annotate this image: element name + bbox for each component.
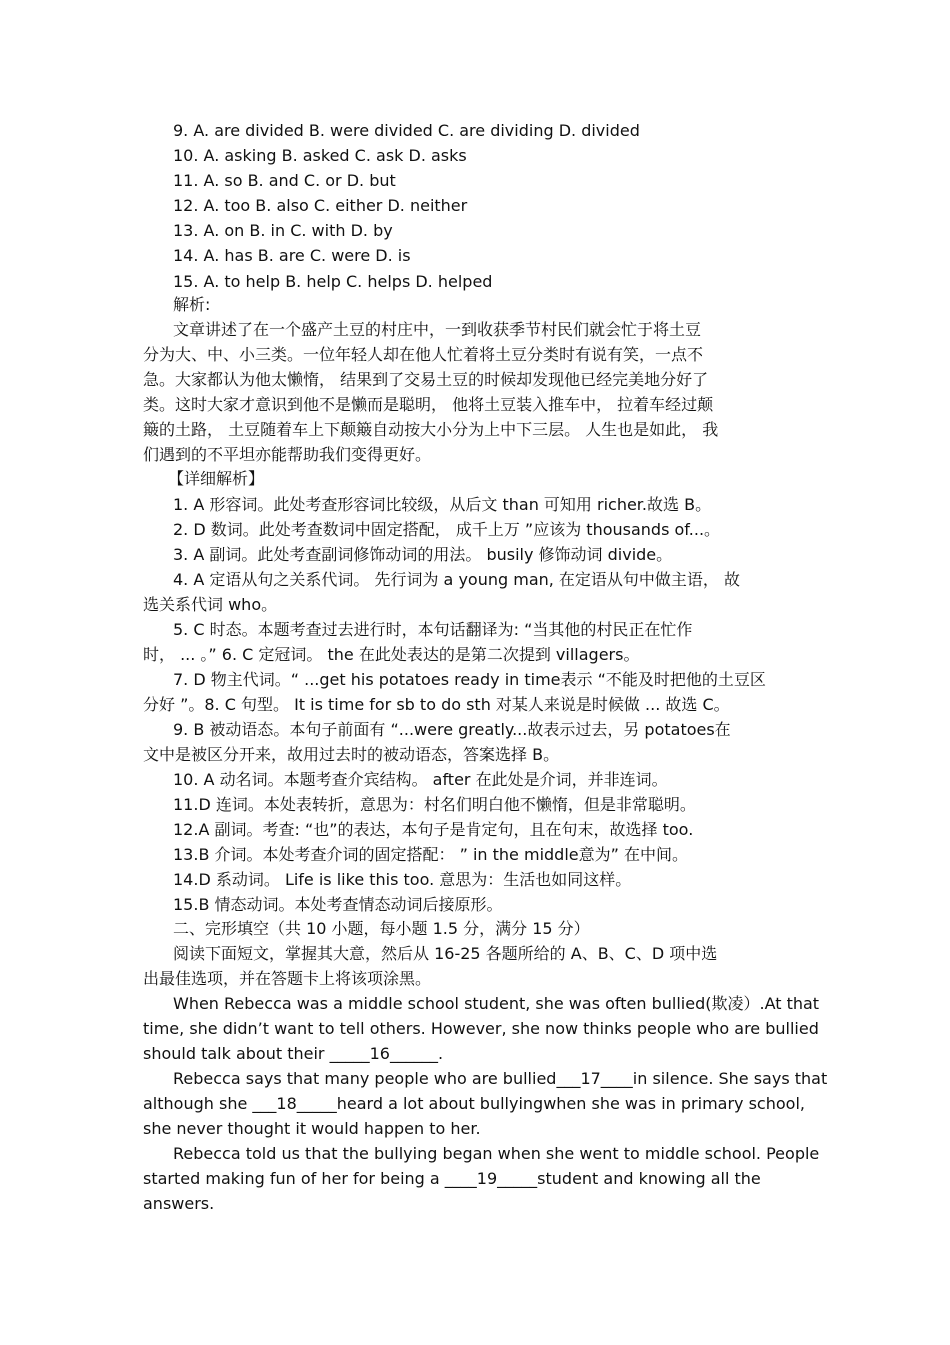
detail-line: 3. A 副词。此处考查副词修饰动词的用法。 busily 修饰动词 divide。 — [173, 545, 673, 564]
option-line: 14. A. has B. are C. were D. is — [173, 246, 411, 265]
summary-line: 分为大、中、小三类。一位年轻人却在他人忙着将土豆分类时有说有笑，一点不 — [143, 345, 704, 364]
option-line: 11. A. so B. and C. or D. but — [173, 171, 396, 190]
passage-line: should talk about their _____16______. — [143, 1044, 444, 1063]
detail-line: 12.A 副词。考查: “也”的表达，本句子是肯定句，且在句末，故选择 too. — [173, 820, 694, 839]
summary-line: 们遇到的不平坦亦能帮助我们变得更好。 — [143, 445, 432, 464]
detail-line: 2. D 数词。此处考查数词中固定搭配， 成千上万 ”应该为 thousands of...。 — [173, 520, 721, 539]
detail-line: 11.D 连词。本处表转折，意思为：村名们明白他不懒惰，但是非常聪明。 — [173, 795, 696, 814]
detail-line: 4. A 定语从句之关系代词。 先行词为 a young man, 在定语从句中做主语， 故 — [173, 570, 741, 589]
detail-line: 15.B 情态动词。本处考查情态动词后接原形。 — [173, 895, 503, 914]
option-line: 15. A. to help B. help C. helps D. helped — [173, 272, 493, 291]
detail-line: 5. C 时态。本题考查过去进行时，本句话翻译为: “当其他的村民正在忙作 — [173, 620, 693, 639]
detail-line: 14.D 系动词。 Life is like this too. 意思为：生活也如同这样。 — [173, 870, 632, 889]
summary-line: 文章讲述了在一个盛产土豆的村庄中，一到收获季节村民们就会忙于将土豆 — [173, 320, 702, 339]
detail-line: 9. B 被动语态。本句子前面有 “...were greatly...故表示过去，另 potatoes在 — [173, 720, 731, 739]
summary-line: 急。大家都认为他太懒惰， 结果到了交易土豆的时候却发现他已经完美地分好了 — [143, 370, 709, 389]
passage-line: she never thought it would happen to her. — [143, 1119, 481, 1138]
passage-line: When Rebecca was a middle school student, she was often bullied(欺凌）.At that — [173, 994, 820, 1013]
detail-line: 选关系代词 who。 — [143, 595, 278, 614]
option-line: 12. A. too B. also C. either D. neither — [173, 196, 468, 215]
detail-line: 文中是被区分开来，故用过去时的被动语态，答案选择 B。 — [143, 745, 560, 764]
detail-line: 13.B 介词。本处考查介词的固定搭配： ” in the middle意为” 在中间。 — [173, 845, 688, 864]
passage-line: Rebecca says that many people who are bullied___17____in silence. She says that — [173, 1069, 828, 1088]
analysis-label: 解析: — [173, 295, 211, 314]
instruction-line: 出最佳选项，并在答题卡上将该项涂黑。 — [143, 969, 432, 988]
detail-line: 7. D 物主代词。“ ...get his potatoes ready in time表示 “不能及时把他的土豆区 — [173, 670, 766, 689]
detail-line: 1. A 形容词。此处考查形容词比较级，从后文 than 可知用 richer.故选 B。 — [173, 495, 712, 514]
passage-line: answers. — [143, 1194, 215, 1213]
passage-line: although she ___18_____heard a lot about bullyingwhen she was in primary school, — [143, 1094, 805, 1113]
option-line: 10. A. asking B. asked C. ask D. asks — [173, 146, 467, 165]
passage-line: started making fun of her for being a ____19_____student and knowing all the — [143, 1169, 761, 1188]
summary-line: 簸的土路， 土豆随着车上下颠簸自动按大小分为上中下三层。 人生也是如此， 我 — [143, 420, 719, 439]
section-title: 二、完形填空（共 10 小题，每小题 1.5 分，满分 15 分） — [173, 919, 590, 938]
detail-line: 分好 ”。8. C 句型。 It is time for sb to do sth 对某人来说是时候做 ... 故选 C。 — [143, 695, 730, 714]
detail-line: 时， ... 。” 6. C 定冠词。 the 在此处表达的是第二次提到 villagers。 — [143, 645, 640, 664]
instruction-line: 阅读下面短文，掌握其大意，然后从 16-25 各题所给的 A、B、C、D 项中选 — [173, 944, 718, 963]
summary-line: 类。这时大家才意识到他不是懒而是聪明， 他将土豆装入推车中， 拉着车经过颠 — [143, 395, 714, 414]
detail-line: 10. A 动名词。本题考查介宾结构。 after 在此处是介词，并非连词。 — [173, 770, 668, 789]
passage-line: time, she didn’t want to tell others. However, she now thinks people who are bullied — [143, 1019, 819, 1038]
option-line: 9. A. are divided B. were divided C. are dividing D. divided — [173, 121, 640, 140]
option-line: 13. A. on B. in C. with D. by — [173, 221, 393, 240]
passage-line: Rebecca told us that the bullying began when she went to middle school. People — [173, 1144, 820, 1163]
detail-heading: 【详细解析】 — [168, 469, 265, 488]
